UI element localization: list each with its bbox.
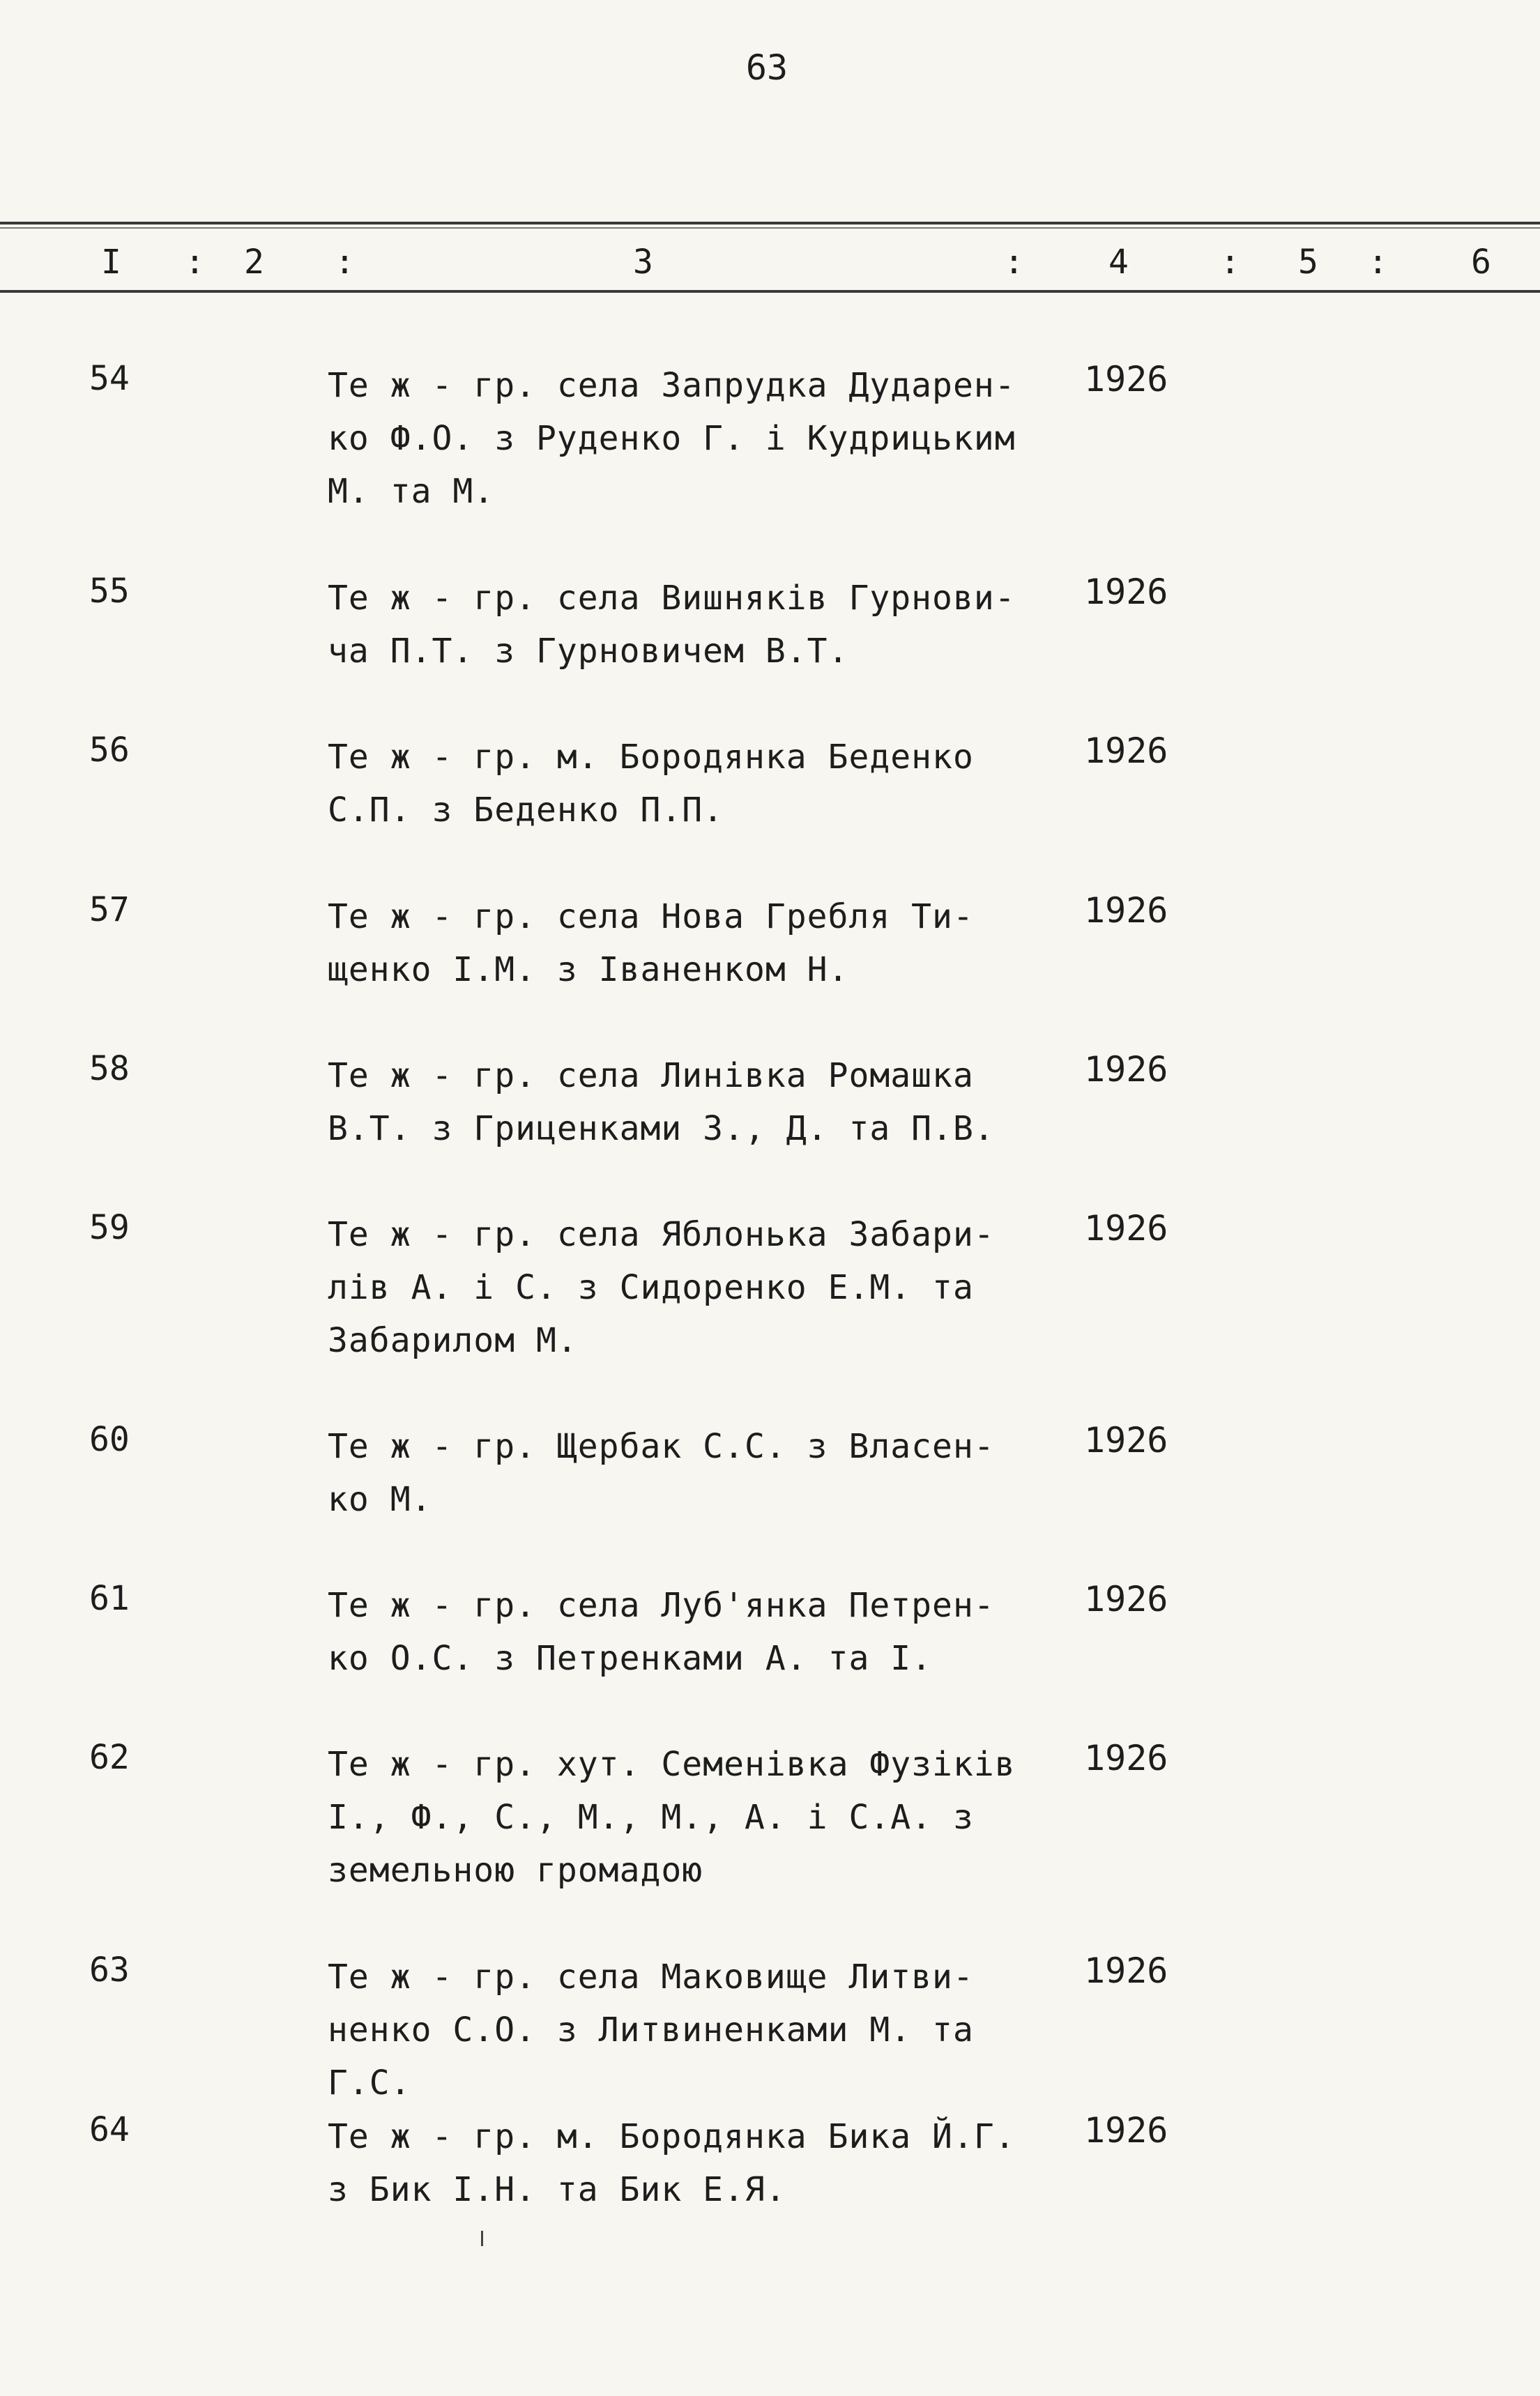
entry-number: 56 (89, 731, 130, 770)
entry-description: Те ж - гр. Щербак С.С. з Власен- ко М. (328, 1427, 995, 1519)
column-header-row (0, 243, 1540, 284)
entry-number: 64 (89, 2110, 130, 2149)
entry-number: 61 (89, 1579, 130, 1618)
table-header-bottom-rule (0, 290, 1540, 293)
entry-description: Те ж - гр. хут. Семенівка Фузіків І., Ф., С., М., М., А. і С.А. з земельною громадою (328, 1745, 1016, 1890)
entry-description: Те ж - гр. села Луб'янка Петрен- ко О.С. з Петренками А. та І. (328, 1586, 995, 1678)
entry-number: 62 (89, 1738, 130, 1777)
entry-number: 59 (89, 1208, 130, 1247)
column-separator: : (1220, 243, 1240, 282)
entry-year: 1926 (1084, 1579, 1168, 1619)
entry-year: 1926 (1084, 1951, 1168, 1991)
table-top-rule (0, 222, 1540, 224)
entry-description: Те ж - гр. села Вишняків Гурнови- ча П.Т. з Гурновичем В.Т. (328, 579, 1016, 671)
table-top-rule-secondary (0, 227, 1540, 229)
entry-year: 1926 (1084, 1049, 1168, 1090)
entry-number: 58 (89, 1049, 130, 1088)
column-header-5: 5 (1298, 243, 1318, 282)
entry-year: 1926 (1084, 1738, 1168, 1778)
entry-number: 55 (89, 572, 130, 611)
column-header-3: 3 (633, 243, 653, 282)
entry-description: Те ж - гр. села Маковище Литви- ненко С.О. з Литвиненками М. та Г.С. (328, 1958, 974, 2103)
entry-number: 60 (89, 1420, 130, 1459)
entry-year: 1926 (1084, 1208, 1168, 1249)
entry-description: Те ж - гр. села Яблонька Забари- лів А. і С. з Сидоренко Е.М. та Забарилом М. (328, 1215, 995, 1360)
entry-year: 1926 (1084, 359, 1168, 399)
entry-year: 1926 (1084, 731, 1168, 771)
column-header-4: 4 (1108, 243, 1129, 282)
entry-year: 1926 (1084, 2110, 1168, 2151)
column-header-2: 2 (244, 243, 264, 282)
entry-description: Те ж - гр. села Нова Гребля Ти- щенко І.М. з Іваненком Н. (328, 897, 974, 989)
entry-description: Те ж - гр. м. Бородянка Бика Й.Г. з Бик І.Н. та Бик Е.Я. (328, 2117, 1016, 2209)
entry-number: 54 (89, 359, 130, 398)
column-separator: : (1368, 243, 1388, 282)
page-number: 63 (745, 47, 788, 88)
column-separator: : (335, 243, 355, 282)
column-separator: : (1004, 243, 1024, 282)
entry-number: 57 (89, 890, 130, 929)
entry-description: Те ж - гр. села Линівка Ромашка В.Т. з Гриценками З., Д. та П.В. (328, 1056, 995, 1148)
column-header-6: 6 (1471, 243, 1491, 282)
entry-year: 1926 (1084, 572, 1168, 612)
entry-year: 1926 (1084, 890, 1168, 931)
entry-year: 1926 (1084, 1420, 1168, 1460)
entry-description: Те ж - гр. м. Бородянка Беденко С.П. з Беденко П.П. (328, 738, 974, 830)
column-separator: : (185, 243, 205, 282)
column-header-1: I (101, 243, 121, 282)
entry-description: Те ж - гр. села Запрудка Дударен- ко Ф.О. з Руденко Г. і Кудрицьким М. та М. (328, 366, 1016, 511)
entry-number: 63 (89, 1951, 130, 1990)
stray-mark (481, 2231, 483, 2246)
